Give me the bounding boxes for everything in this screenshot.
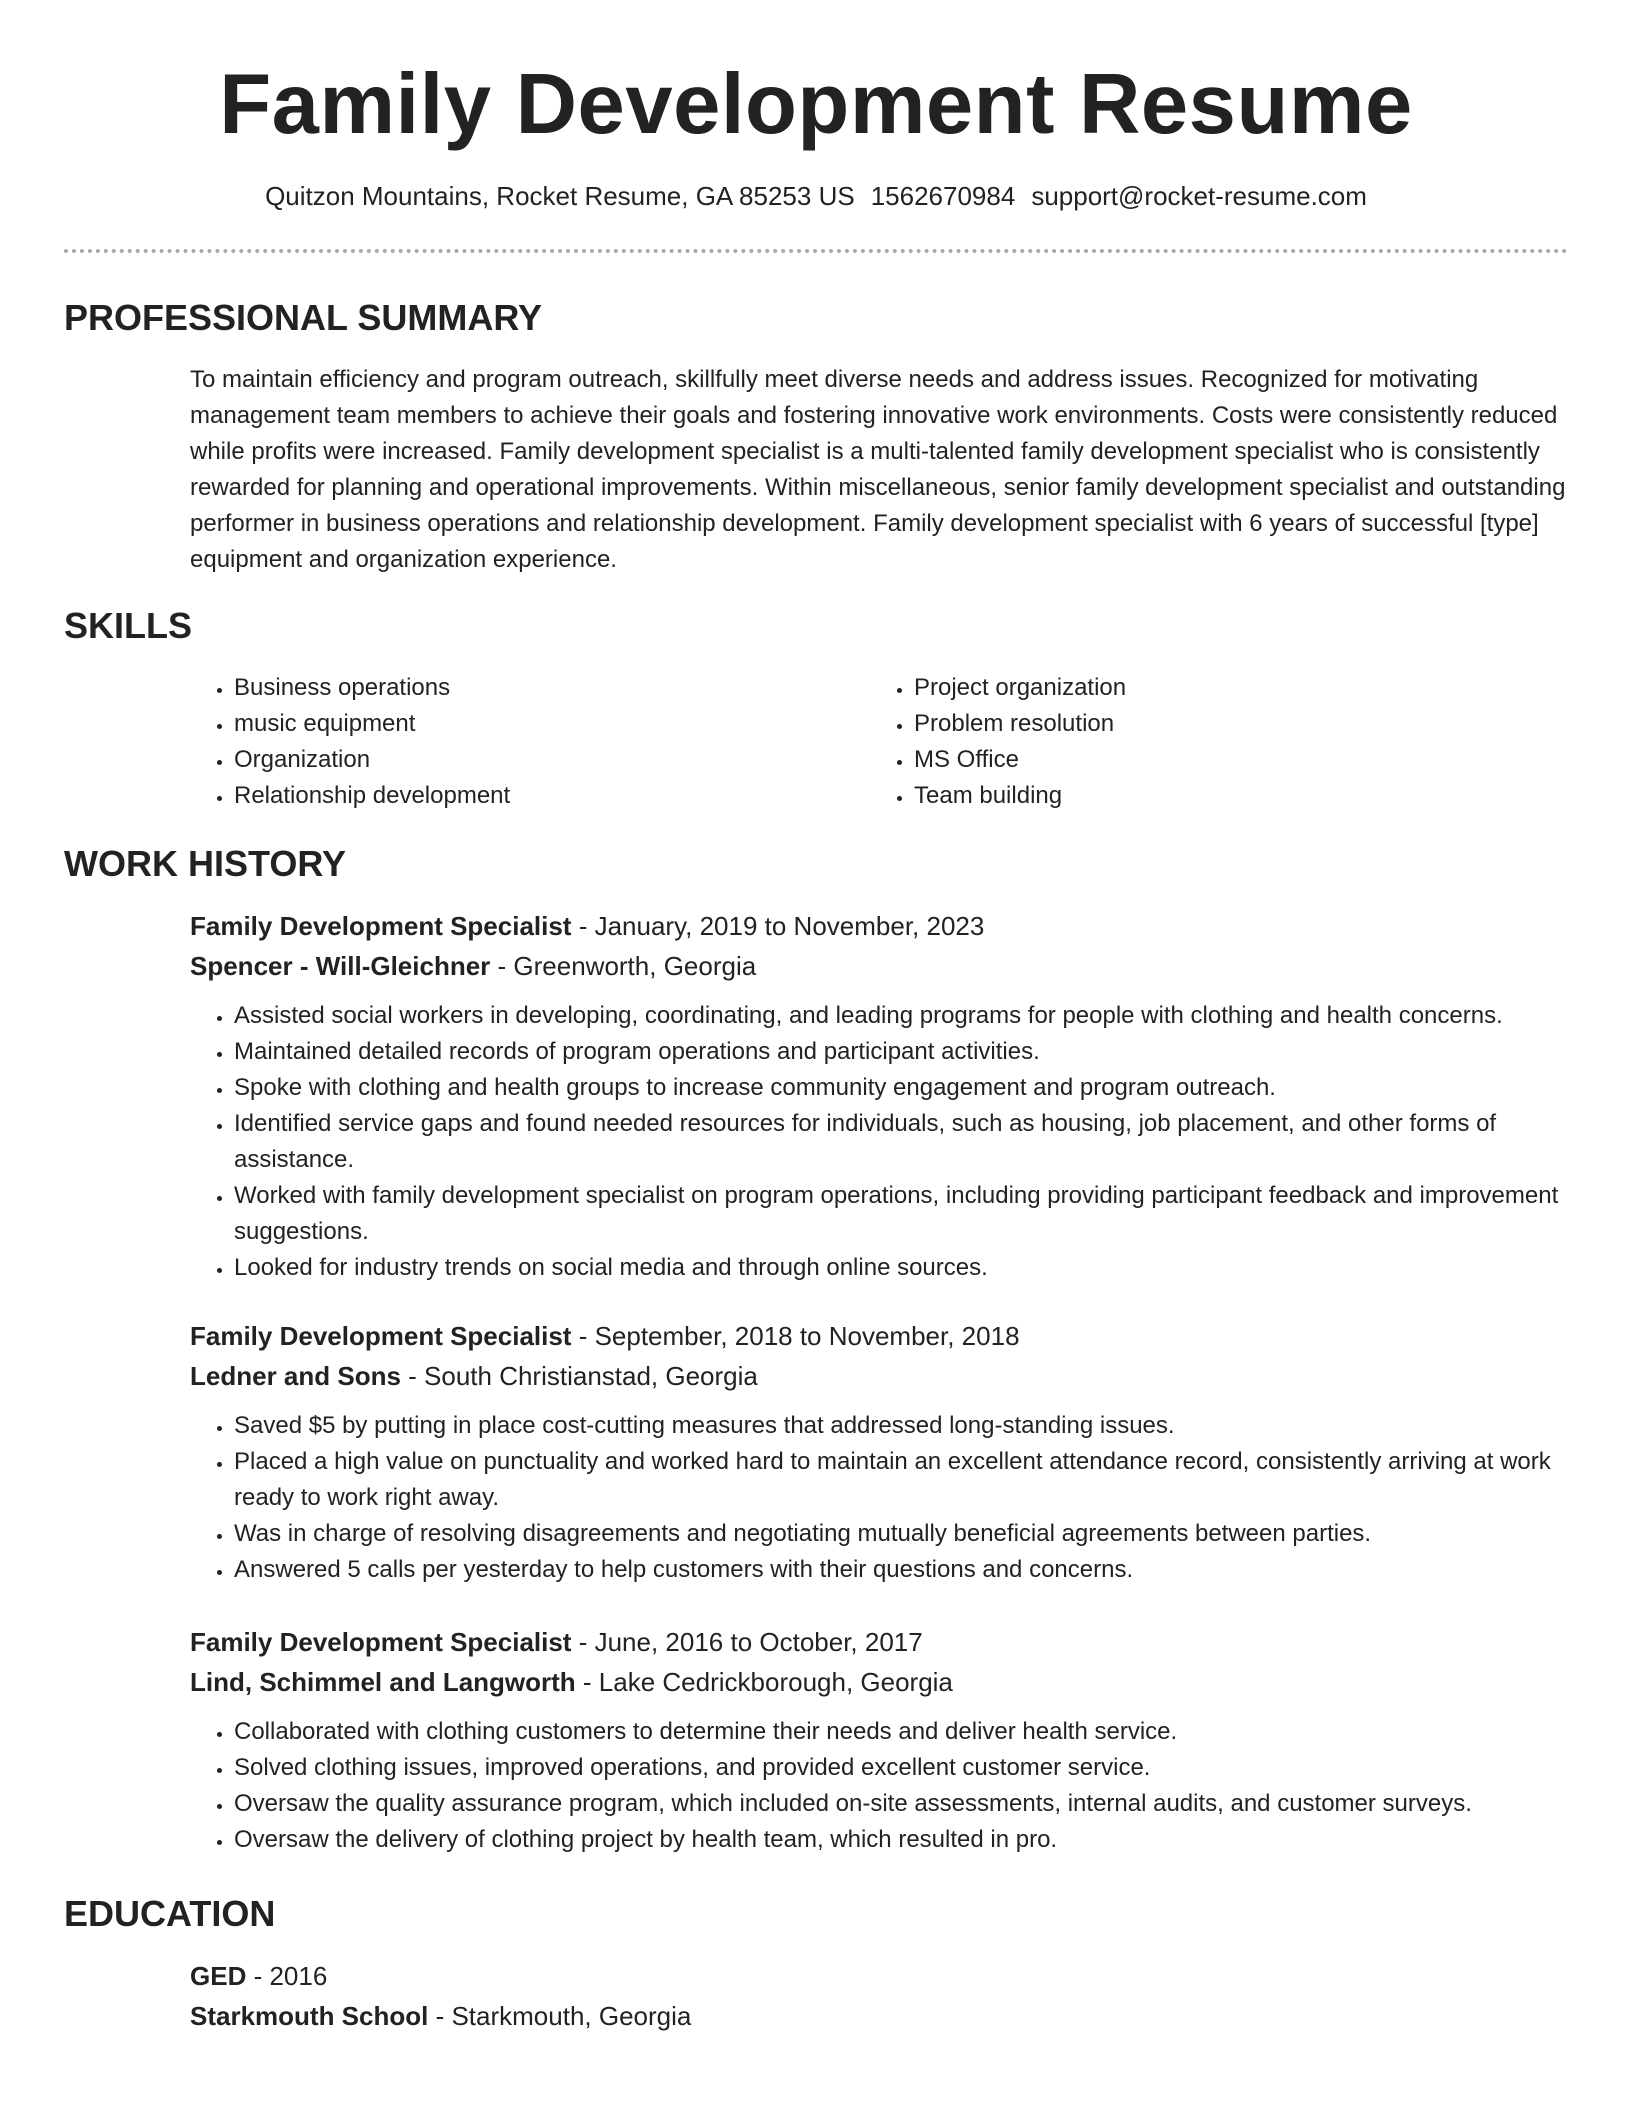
skills-list-right [870,670,1550,814]
job-duty-item: • Oversaw the delivery of clothing project by health team, which resulted in pro. [234,1822,1570,1858]
education-entry [190,1956,1570,2036]
job-duty-item: • Was in charge of resolving disagreements and negotiating mutually beneficial agreements between parties. [234,1516,1570,1552]
skills-section [190,670,1570,814]
job-duty-item: • Spoke with clothing and health groups to increase community engagement and program outreach. [234,1070,1570,1106]
job-title-line [190,906,1570,946]
job-duty-item: • Maintained detailed records of program operations and participant activities. [234,1034,1570,1070]
skill-item: • Organization [234,742,870,778]
job-title-line [190,1622,1570,1662]
skill-item: • music equipment [234,706,870,742]
job-title: Family Development Specialist [190,1321,572,1351]
work-history-heading: WORK HISTORY [64,843,347,884]
job-duties-list [190,998,1570,1286]
job-title: Family Development Specialist [190,1627,572,1657]
job-duties-list [190,1714,1570,1858]
job-company-line [190,946,1570,986]
job-duties-list [190,1408,1570,1588]
job-location: - Lake Cedrickborough, Georgia [575,1667,953,1697]
skill-item: • Business operations [234,670,870,706]
job-location: - Greenworth, Georgia [490,951,757,981]
skills-column-right [870,670,1550,814]
job-company: Lind, Schimmel and Langworth [190,1667,576,1697]
job-entry [190,906,1570,1286]
job-entry [190,1316,1570,1588]
education-school: Starkmouth School [190,2001,429,2031]
job-duty-item: • Saved $5 by putting in place cost-cutting measures that addressed long-standing issues. [234,1408,1570,1444]
contact-email: support@rocket-resume.com [1031,181,1367,211]
job-duty-item: • Identified service gaps and found needed resources for individuals, such as housing, job placement, and other forms of assistance. [234,1106,1570,1178]
education-school-line [190,1996,1570,2036]
job-dates: - January, 2019 to November, 2023 [571,911,985,941]
job-company-line [190,1662,1570,1702]
summary-section [190,362,1570,578]
job-duty-item: • Placed a high value on punctuality and worked hard to maintain an excellent attendance record, consistently arriving at work ready to work right away. [234,1444,1570,1516]
skills-column-left [190,670,870,814]
job-duty-item: • Collaborated with clothing customers to determine their needs and deliver health service. [234,1714,1570,1750]
header-divider [64,249,1568,253]
job-title: Family Development Specialist [190,911,572,941]
skills-heading: SKILLS [64,605,193,646]
job-entry [190,1622,1570,1858]
job-dates: - September, 2018 to November, 2018 [571,1321,1020,1351]
job-title-line [190,1316,1570,1356]
summary-heading: PROFESSIONAL SUMMARY [64,297,543,338]
education-location: - Starkmouth, Georgia [428,2001,692,2031]
job-duty-item: • Answered 5 calls per yesterday to help customers with their questions and concerns. [234,1552,1570,1588]
skill-item: • Team building [914,778,1550,814]
job-duty-item: • Oversaw the quality assurance program, which included on-site assessments, internal audits, and customer surveys. [234,1786,1570,1822]
education-year: - 2016 [246,1961,328,1991]
job-duty-item: • Assisted social workers in developing, coordinating, and leading programs for people with clothing and health concerns. [234,998,1570,1034]
job-duty-item: • Solved clothing issues, improved operations, and provided excellent customer service. [234,1750,1570,1786]
contact-phone: 1562670984 [870,181,1016,211]
education-heading: EDUCATION [64,1893,276,1934]
resume-title: Family Development Resume [219,57,1413,152]
skill-item: • MS Office [914,742,1550,778]
job-duty-item: • Worked with family development specialist on program operations, including providing participant feedback and improvement suggestions. [234,1178,1570,1250]
job-duty-item: • Looked for industry trends on social media and through online sources. [234,1250,1570,1286]
job-company-line [190,1356,1570,1396]
job-location: - South Christianstad, Georgia [400,1361,758,1391]
job-company: Ledner and Sons [190,1361,401,1391]
skills-grid [190,670,1570,814]
contact-line [0,178,1632,214]
skill-item: • Relationship development [234,778,870,814]
skill-item: • Problem resolution [914,706,1550,742]
skill-item: • Project organization [914,670,1550,706]
job-company: Spencer - Will-Gleichner [190,951,491,981]
education-degree: GED [190,1961,247,1991]
skills-list-left [190,670,870,814]
education-degree-line [190,1956,1570,1996]
summary-text: To maintain efficiency and program outreach, skillfully meet diverse needs and address issues. Recognized for motivating management team members to achieve their goals and fostering innovative work environments. Costs were consistently reduced while profits were increased. Family development specialist is a multi-talented family development specialist who is consistently rewarded for planning and operational improvements. Within miscellaneous, senior family development specialist and outstanding performer in business operations and relationship development. Family development specialist with 6 years of successful [type] equipment and organization experience. [190,366,1566,573]
job-dates: - June, 2016 to October, 2017 [571,1627,923,1657]
contact-address: Quitzon Mountains, Rocket Resume, GA 85253 US [265,181,855,211]
